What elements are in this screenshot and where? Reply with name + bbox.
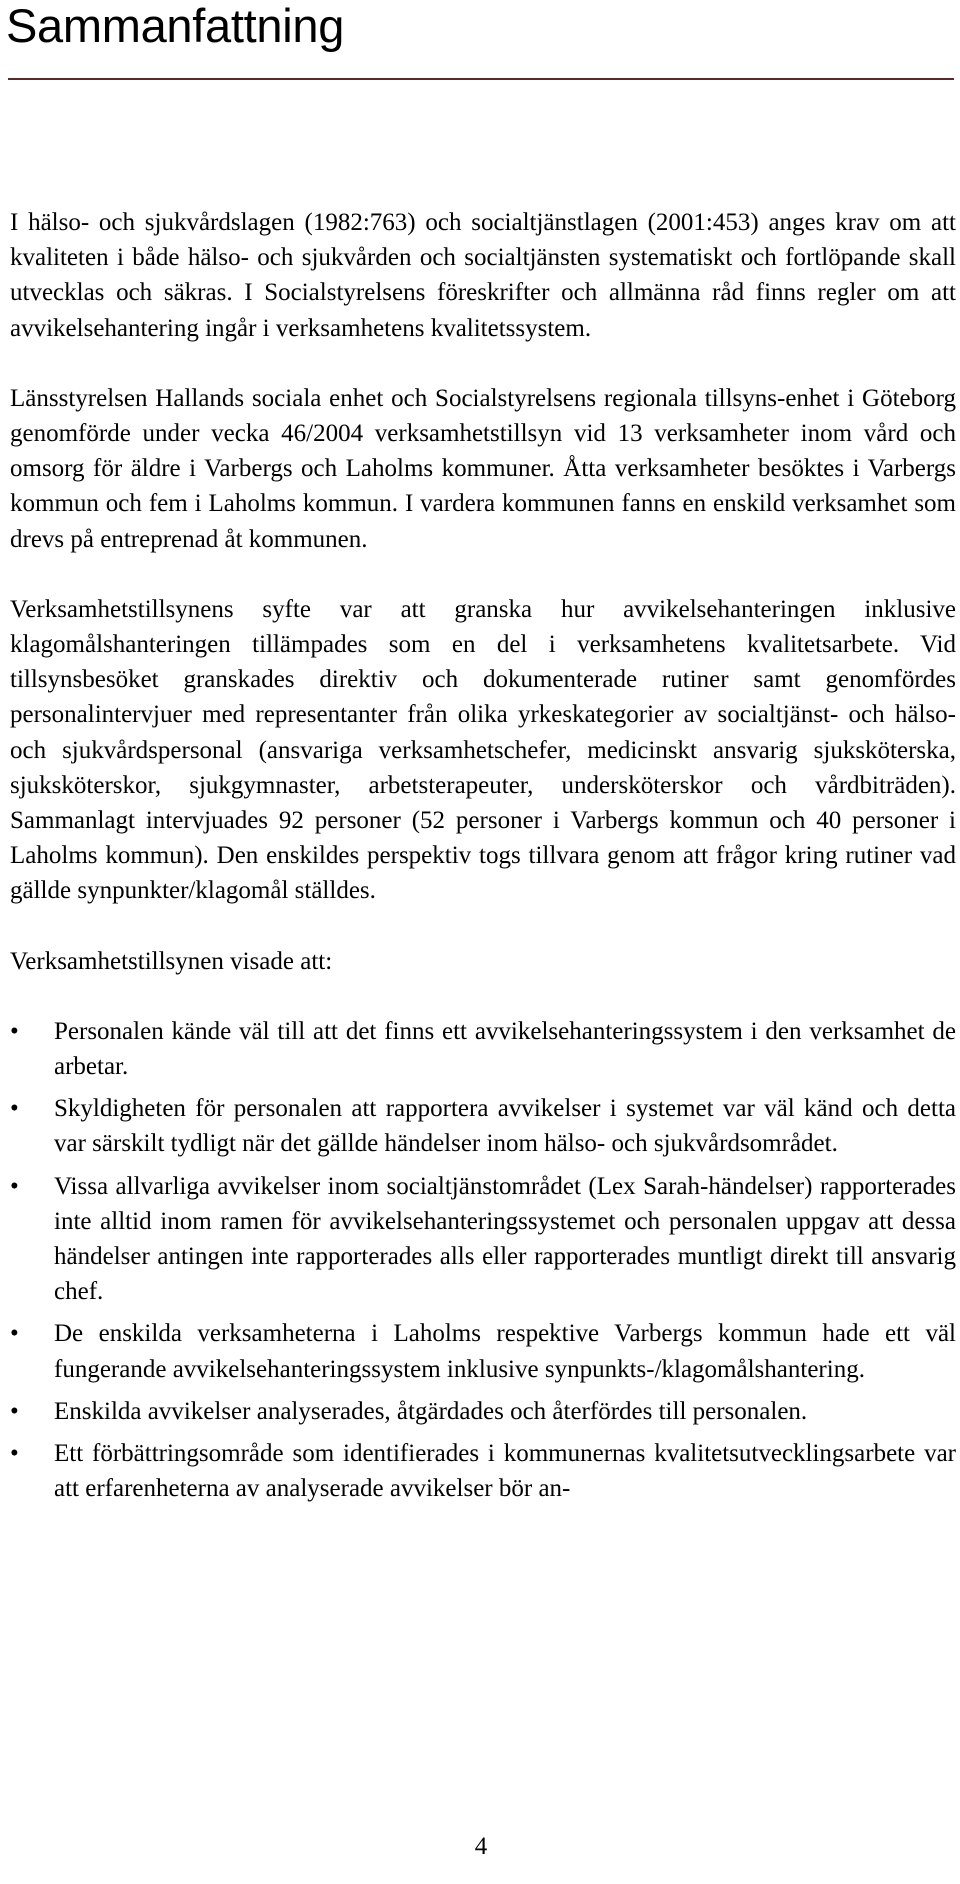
intro-paragraph: I hälso- och sjukvårdslagen (1982:763) och socialtjänstlagen (2001:453) anges krav om att kvaliteten i både hälso- och sjukvården och socialtjänsten systematiskt och fortlöpande skall utvecklas och säkras. I Socialstyrelsens föreskrifter och allmänna råd finns regler om att avvikelsehantering ingår i verksamhetens kvalitetssystem.: [10, 209, 956, 342]
findings-list: [10, 1014, 956, 1507]
bullet-icon: •: [10, 1320, 19, 1348]
list-item: [10, 1091, 956, 1161]
page-number: 4: [474, 1833, 488, 1860]
page-title: Sammanfattning: [6, 0, 345, 52]
purpose-paragraph: Verksamhetstillsynens syfte var att granska hur avvikelsehanteringen inklusive klagomålshanteringen tillämpades som en del i verksamhetens kvalitetsarbete. Vid tillsynsbesöket granskades direktiv och dokumenterade rutiner samt genomfördes personalintervjuer med representanter från olika yrkeskategorier av socialtjänst- och hälso- och sjukvårdspersonal (ansvariga verksamhetschefer, medicinskt ansvarig sjuksköterska, sjuksköterskor, sjukgymnaster, arbetsterapeuter, undersköterskor och vårdbiträden). Sammanlagt intervjuades 92 personer (52 personer i Varbergs kommun och 40 personer i Laholms kommun). Den enskildes perspektiv togs tillvara genom att frågor kring rutiner vad gällde synpunkter/klagomål ställdes.: [10, 595, 956, 905]
list-item-text: Vissa allvarliga avvikelser inom socialtjänstområdet (Lex Sarah-händelser) rapporterades inte alltid inom ramen för avvikelsehanteringssystemet och personalen uppgav att dessa händelser antingen inte rapporterades alls eller rapporterades muntligt direkt till ansvarig chef.: [54, 1172, 956, 1306]
list-item: [10, 1014, 956, 1084]
title-divider: [8, 78, 954, 80]
list-item-text: Personalen kände väl till att det finns ett avvikelsehanteringssystem i den verksamhet de arbetar.: [54, 1017, 956, 1081]
list-item-text: Ett förbättringsområde som identifierades i kommunernas kvalitetsutvecklingsarbete var att erfarenheterna av analyserade avvikelser bör an-: [54, 1440, 956, 1503]
list-item: [10, 1436, 956, 1506]
list-item-text: De enskilda verksamheterna i Laholms respektive Varbergs kommun hade ett väl fungerande avvikelsehanteringssystem inklusive synpunkts-/klagomålshantering.: [54, 1320, 956, 1383]
list-item-text: Skyldigheten för personalen att rapportera avvikelser i systemet var väl känd och detta var särskilt tydligt när det gällde händelser inom hälso- och sjukvårdsområdet.: [54, 1095, 956, 1158]
findings-intro: Verksamhetstillsynen visade att:: [10, 947, 333, 975]
bullet-icon: •: [10, 1095, 19, 1123]
list-item: [10, 1394, 956, 1429]
list-item: [10, 1316, 956, 1386]
document-body: [10, 205, 956, 1514]
inspection-paragraph: Länsstyrelsen Hallands sociala enhet och Socialstyrelsens regionala tillsyns-enhet i Göteborg genomförde under vecka 46/2004 verksamhetstillsyn vid 13 verksamheter inom vård och omsorg för äldre i Varbergs och Laholms kommuner. Åtta verksamheter besöktes i Varbergs kommun och fem i Laholms kommun. I vardera kommunen fanns en enskild verksamhet som drevs på entreprenad åt kommunen.: [10, 384, 956, 553]
bullet-icon: •: [10, 1397, 19, 1425]
bullet-icon: •: [10, 1172, 19, 1200]
list-item: [10, 1169, 956, 1310]
bullet-icon: •: [10, 1017, 19, 1045]
list-item-text: Enskilda avvikelser analyserades, åtgärdades och återfördes till personalen.: [54, 1397, 808, 1425]
bullet-icon: •: [10, 1440, 19, 1468]
